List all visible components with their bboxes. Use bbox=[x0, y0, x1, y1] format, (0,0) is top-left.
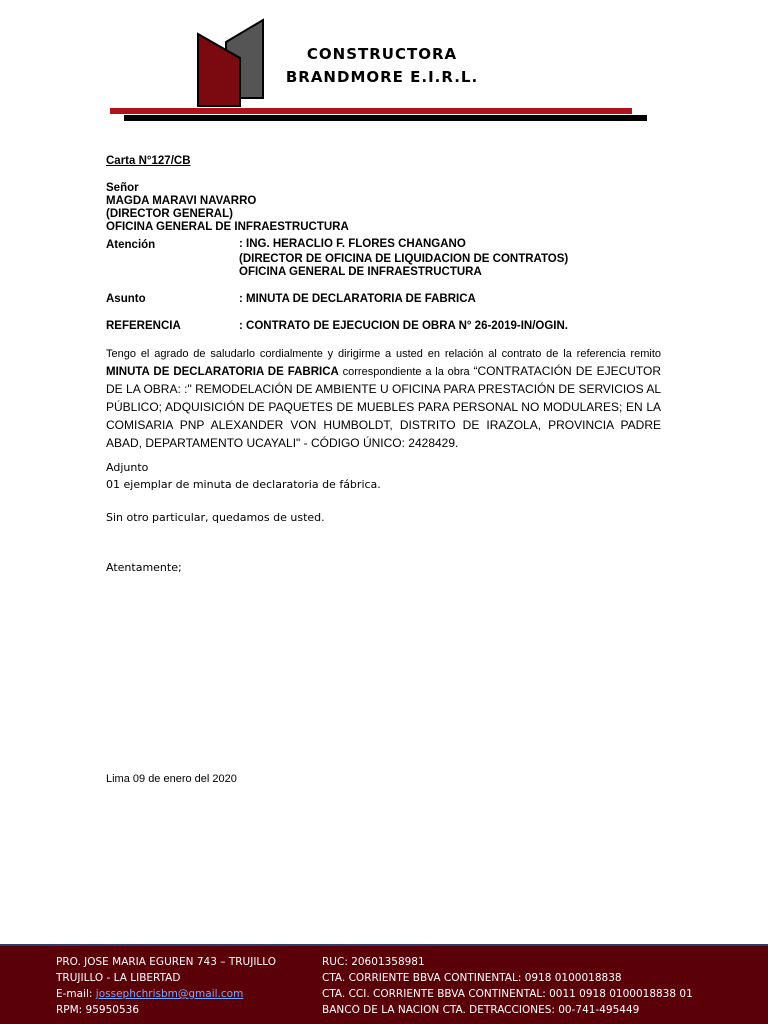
recipient-title: (DIRECTOR GENERAL) bbox=[106, 208, 233, 220]
footer-bar bbox=[0, 944, 768, 1024]
footer-email-link[interactable]: jossephchrisbm@gmail.com bbox=[95, 988, 244, 1000]
company-name-line1: CONSTRUCTORA bbox=[306, 45, 458, 63]
subject-label: Asunto bbox=[106, 293, 146, 305]
reference-label: REFERENCIA bbox=[106, 320, 181, 332]
footer-address: PRO. JOSE MARIA EGUREN 743 – TRUJILLO bbox=[56, 956, 277, 968]
signoff: Atentamente; bbox=[106, 561, 182, 574]
recipient-office: OFICINA GENERAL DE INFRAESTRUCTURA bbox=[106, 221, 349, 233]
recipient-name: MAGDA MARAVI NAVARRO bbox=[106, 195, 257, 207]
body-intro: Tengo el agrado de saludarlo cordialmente y dirigirme a usted en relación al contrato de la referencia remito bbox=[106, 348, 661, 360]
footer-rpm: RPM: 95950536 bbox=[56, 1004, 140, 1016]
footer-ruc: RUC: 20601358981 bbox=[322, 956, 425, 968]
attached-item: 01 ejemplar de minuta de declaratoria de fábrica. bbox=[106, 478, 381, 491]
body-project: “CONTRATACIÓN DE EJECUTOR DE LA OBRA: :" REMODELACIÓN DE AMBIENTE U OFICINA PARA PRESTACIÓN DE SERVICIOS AL PÚBLICO; ADQUISICIÓN DE PAQUETES DE MUEBLES PARA PERSONAL NO MODULARES; EN LA COMISARIA PNP ALEXANDER VON HUMBOLDT, DISTRITO DE IRAZOLA, PROVINCIA PADRE ABAD, DEPARTAMENTO UCAYALI" - CÓDIGO ÚNICO: 2428429. bbox=[106, 364, 662, 450]
header-red-rule bbox=[110, 108, 632, 114]
footer-city: TRUJILLO - LA LIBERTAD bbox=[56, 972, 181, 984]
attention-line2: (DIRECTOR DE OFICINA DE LIQUIDACION DE CONTRATOS) bbox=[239, 253, 569, 265]
greeting: Señor bbox=[106, 182, 139, 194]
body-bold-title: MINUTA DE DECLARATORIA DE FABRICA bbox=[106, 366, 339, 378]
attention-line1: : ING. HERACLIO F. FLORES CHANGANO bbox=[239, 238, 466, 250]
footer-account1: CTA. CORRIENTE BBVA CONTINENTAL: 0918 0100018838 bbox=[322, 972, 622, 984]
body-paragraph bbox=[106, 346, 661, 453]
attention-line3: OFICINA GENERAL DE INFRAESTRUCTURA bbox=[239, 266, 482, 278]
closing-line: Sin otro particular, quedamos de usted. bbox=[106, 511, 325, 524]
footer-account2: CTA. CCI. CORRIENTE BBVA CONTINENTAL: 0011 0918 0100018838 01 bbox=[322, 988, 693, 1000]
subject-value: : MINUTA DE DECLARATORIA DE FABRICA bbox=[239, 293, 476, 305]
attached-label: Adjunto bbox=[106, 461, 149, 474]
letter-number: Carta N°127/CB bbox=[106, 155, 191, 167]
footer-email-row bbox=[56, 988, 243, 1000]
company-logo bbox=[192, 18, 268, 110]
company-name-line2: BRANDMORE E.I.R.L. bbox=[285, 68, 479, 86]
header-black-rule bbox=[124, 115, 647, 121]
date-line: Lima 09 de enero del 2020 bbox=[106, 773, 237, 785]
body-mid: correspondiente a la obra bbox=[342, 366, 470, 378]
reference-value: : CONTRATO DE EJECUCION DE OBRA N° 26-2019-IN/OGIN. bbox=[239, 320, 568, 332]
footer-email-label: E-mail: bbox=[56, 988, 96, 1000]
footer-account3: BANCO DE LA NACION CTA. DETRACCIONES: 00-741-495449 bbox=[322, 1004, 640, 1016]
attention-label: Atención bbox=[106, 239, 156, 251]
